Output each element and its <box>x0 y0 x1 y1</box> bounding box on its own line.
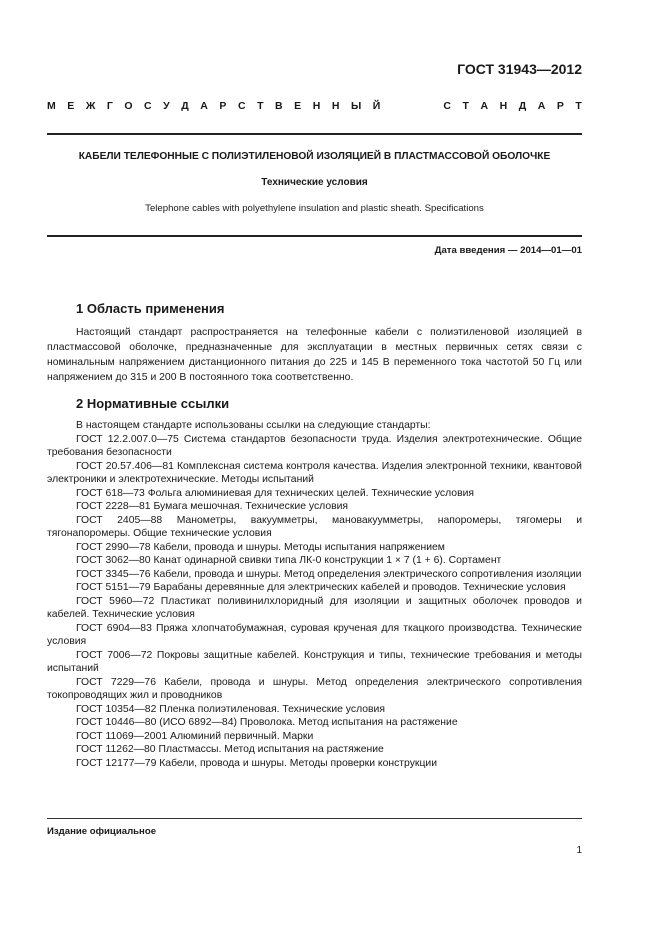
banner-letter: Р <box>219 100 227 112</box>
section-2-heading: 2 Нормативные ссылки <box>76 396 230 411</box>
reference-item: ГОСТ 11069—2001 Алюминий первичный. Марки <box>76 730 314 742</box>
banner-letter: Д <box>181 100 189 112</box>
banner-letter: Т <box>257 100 264 112</box>
header-rule <box>47 133 582 135</box>
title-rule <box>47 235 582 237</box>
banner-letter: Т <box>462 100 469 112</box>
reference-item: ГОСТ 2990—78 Кабели, провода и шнуры. Методы испытания напряжением <box>76 541 445 553</box>
reference-item: ГОСТ 5960—72 Пластикат поливинилхлоридный для изоляции и защитных оболочек проводов и кабелей. Технические условия <box>47 595 582 620</box>
reference-item: ГОСТ 7229—76 Кабели, провода и шнуры. Метод определения электрического сопротивления токопроводящих жил и проводников <box>47 676 582 701</box>
banner-letter: Ж <box>85 100 96 112</box>
banner-letter: Ы <box>350 100 362 112</box>
reference-item: ГОСТ 2405—88 Манометры, вакуумметры, мановакуумметры, напоромеры, тягомеры и тягонапоромеры. Общие технические условия <box>47 514 582 539</box>
reference-item: ГОСТ 12.2.007.0—75 Система стандартов безопасности труда. Изделия электротехнические. Общие требования безопасности <box>47 433 582 458</box>
page-number: 1 <box>576 845 582 856</box>
reference-item: ГОСТ 2228—81 Бумага мешочная. Технические условия <box>76 501 349 512</box>
banner-letter: А <box>537 100 546 112</box>
banner-letter: Н <box>331 100 340 112</box>
reference-item: ГОСТ 7006—72 Покровы защитные кабелей. Конструкция и типы, технические требования и методы испытаний <box>47 649 582 674</box>
introduction-date: Дата введения — 2014—01—01 <box>434 245 582 256</box>
standard-code: ГОСТ 31943—2012 <box>457 61 582 77</box>
reference-item: В настоящем стандарте использованы ссылки на следующие стандарты: <box>76 420 431 431</box>
banner-letter: О <box>124 100 133 112</box>
official-edition-note: Издание официальное <box>47 826 157 837</box>
banner-letter: А <box>200 100 208 112</box>
banner-letter: А <box>480 100 489 112</box>
banner-letter: Е <box>294 100 302 112</box>
section-1-heading: 1 Область применения <box>76 301 225 316</box>
reference-item: ГОСТ 10354—82 Пленка полиэтиленовая. Технические условия <box>76 703 385 715</box>
banner-letter: Т <box>575 100 582 112</box>
reference-item: ГОСТ 12177—79 Кабели, провода и шнуры. Методы проверки конструкции <box>76 757 438 769</box>
banner-letter: С <box>144 100 152 112</box>
section-1-text: Настоящий стандарт распространяется на телефонные кабели с полиэтиленовой изоляцией в пластмассовой оболочке, предназначенные для эксплуатации в местных первичных сетях связи с номинальным напряжением дистанционного питания до 225 и 145 В переменного тока частотой 50 Гц или напряжением до 315 и 200 В постоянного тока соответственно. <box>47 327 582 383</box>
reference-item: ГОСТ 3345—76 Кабели, провода и шнуры. Метод определения электрического сопротивления изоляции <box>76 568 582 580</box>
interstate-standard-banner <box>47 100 582 112</box>
banner-letter: У <box>163 100 170 112</box>
banner-letter: Р <box>556 100 564 112</box>
banner-word-gap <box>392 100 432 112</box>
english-title: Telephone cables with polyethylene insulation and plastic sheath. Specifications <box>145 203 484 214</box>
normative-references-list <box>47 419 582 770</box>
banner-letter: Н <box>499 100 508 112</box>
banner-letter: В <box>275 100 283 112</box>
reference-item: ГОСТ 5151—79 Барабаны деревянные для электрических кабелей и проводов. Технические условия <box>76 582 566 593</box>
banner-letter: С <box>237 100 246 112</box>
reference-item: ГОСТ 3062—80 Канат одинарной свивки типа ЛК-0 конструкции 1 × 7 (1 + 6). Сортамент <box>76 555 502 566</box>
reference-item: ГОСТ 20.57.406—81 Комплексная система контроля качества. Изделия электронной техники, квантовой электроники и электротехнические. Методы испытаний <box>47 460 582 485</box>
banner-letter: Н <box>312 100 321 112</box>
document-title: КАБЕЛИ ТЕЛЕФОННЫЕ С ПОЛИЭТИЛЕНОВОЙ ИЗОЛЯЦИЕЙ В ПЛАСТМАССОВОЙ ОБОЛОЧКЕ <box>78 151 551 162</box>
banner-letter: Г <box>106 100 113 112</box>
banner-letter: Й <box>372 100 381 112</box>
footer-rule <box>47 818 582 819</box>
banner-letter: Е <box>67 100 75 112</box>
reference-item: ГОСТ 6904—83 Пряжа хлопчатобумажная, суровая крученая для ткацкого производства. Технические условия <box>47 622 582 647</box>
banner-letter: С <box>443 100 451 112</box>
reference-item: ГОСТ 11262—80 Пластмассы. Метод испытания на растяжение <box>76 744 384 755</box>
document-subtitle: Технические условия <box>261 177 368 188</box>
banner-letter: Д <box>518 100 527 112</box>
banner-letter: М <box>47 100 56 112</box>
reference-item: ГОСТ 10446—80 (ИСО 6892—84) Проволока. Метод испытания на растяжение <box>76 717 458 728</box>
reference-item: ГОСТ 618—73 Фольга алюминиевая для технических целей. Технические условия <box>76 487 475 499</box>
